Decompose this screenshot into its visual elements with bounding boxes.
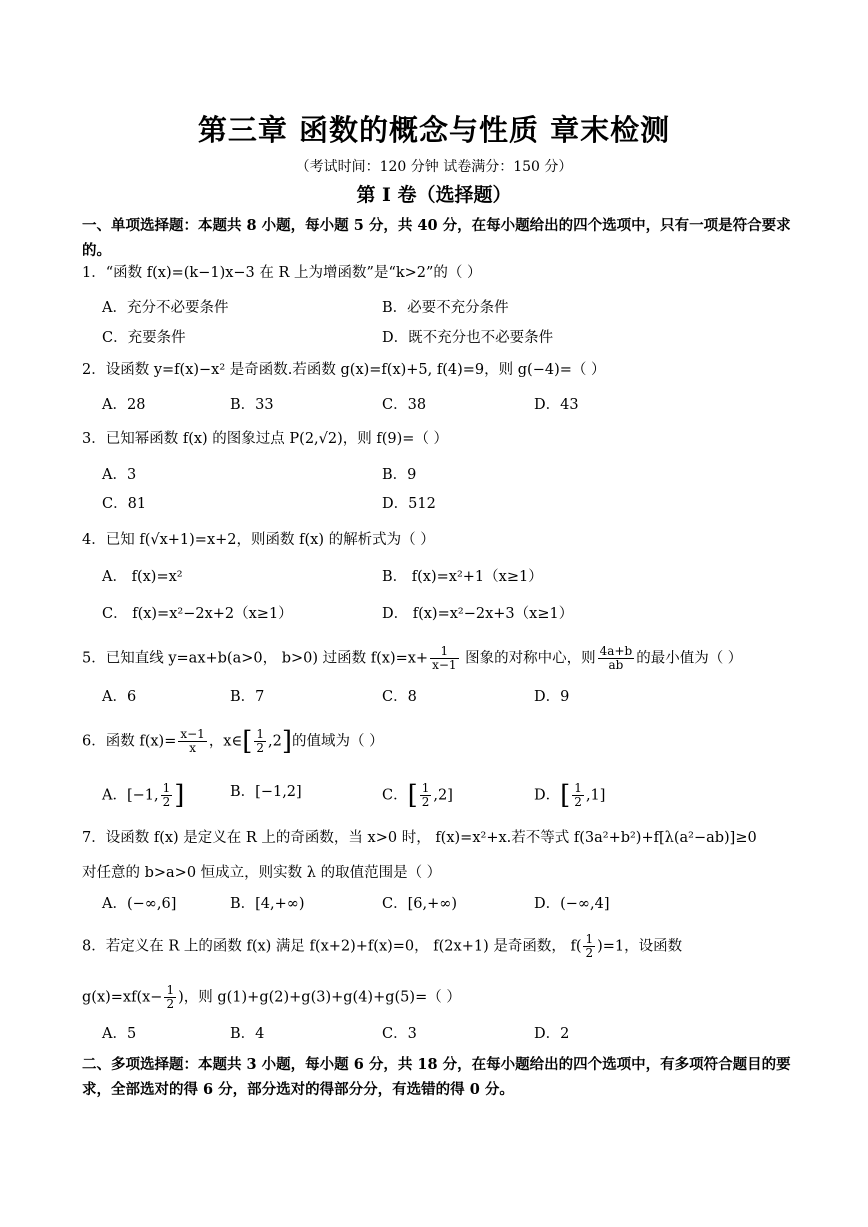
question-6-option-b bbox=[230, 782, 302, 802]
question-1-option-a: A．充分不必要条件 bbox=[102, 300, 229, 316]
fraction-numerator: 1 bbox=[574, 781, 582, 795]
question-1-option-c: C．充要条件 bbox=[102, 330, 186, 346]
question-7-option-d: D．(−∞,4] bbox=[534, 896, 610, 912]
fraction-numerator: 1 bbox=[585, 932, 594, 946]
question-5-option-b: B．7 bbox=[230, 689, 265, 705]
question-5-option-c: C．8 bbox=[382, 689, 417, 705]
fraction-numerator: x−1 bbox=[180, 727, 205, 741]
question-2-option-d: D．43 bbox=[534, 397, 579, 413]
question-8-fraction-2 bbox=[164, 984, 176, 1011]
question-4-stem: 4．已知 f(√x+1)=x+2，则函数 f(x) 的解析式为（ ） bbox=[82, 532, 435, 548]
question-6-stem-part-b: ，x∈ bbox=[208, 733, 243, 750]
section-heading-multi: 二、多项选择题：本题共 3 小题，每小题 6 分，共 18 分，在每小题给出的四个选项中，有多项符合题目的要求，全部选对的得 6 分，部分选对的得部分分，有选错的得 0 分。 bbox=[82, 1056, 791, 1098]
option-label: D． bbox=[534, 787, 561, 804]
question-8-stem2-part-a: g(x)=xf(x− bbox=[82, 989, 163, 1006]
question-6-stem-part-a: 6．函数 f(x)= bbox=[82, 733, 177, 750]
option-value: ,1] bbox=[585, 787, 606, 804]
question-4-option-d: D． f(x)=x²−2x+3（x≥1） bbox=[382, 606, 574, 622]
question-4-option-b: B． f(x)=x²+1（x≥1） bbox=[382, 569, 543, 585]
fraction-denominator: 2 bbox=[256, 741, 265, 755]
option-value: [−1, bbox=[126, 787, 159, 804]
fraction-numerator: 1 bbox=[256, 727, 265, 741]
question-3-option-d: D．512 bbox=[382, 496, 436, 512]
question-6-stem: 6．函数 f(x)= $\frac{x-1}{x}$ ，x∈[ $\frac{1}{2}$ ,2]的值域为（ ） bbox=[82, 726, 384, 757]
option-label: C． bbox=[382, 787, 408, 804]
question-1-option-b: B．必要不充分条件 bbox=[382, 300, 509, 316]
question-8-stem-part-a: 8．若定义在 R 上的函数 f(x) 满足 f(x+2)+f(x)=0， f(2x+1) 是奇函数， f( bbox=[82, 938, 582, 955]
question-4-option-c: C． f(x)=x²−2x+2（x≥1） bbox=[102, 606, 293, 622]
question-2-option-b: B．33 bbox=[230, 397, 274, 413]
question-5-stem-part-a: 5．已知直线 y=ax+b(a>0， b>0) 过函数 f(x)=x+ bbox=[82, 650, 429, 667]
question-2-option-a: A．28 bbox=[102, 397, 146, 413]
question-7-option-a: A．(−∞,6] bbox=[102, 896, 177, 912]
fraction-numerator: 4a+b bbox=[599, 644, 633, 658]
question-4-option-a: A． f(x)=x² bbox=[102, 569, 183, 585]
question-6-stem-part-c: 的值域为（ ） bbox=[292, 733, 384, 750]
option-value: ,2] bbox=[433, 787, 453, 804]
question-1-stem: 1．“函数 f(x)=(k−1)x−3 在 R 上为增函数”是“k>2”的（ ） bbox=[82, 265, 482, 281]
question-1-option-d: D．既不充分也不必要条件 bbox=[382, 330, 554, 346]
question-7-stem-line-2: 对任意的 b>a>0 恒成立，则实数 λ 的取值范围是（ ） bbox=[82, 865, 442, 881]
question-2-option-c: C．38 bbox=[382, 397, 427, 413]
question-5-option-a: A．6 bbox=[102, 689, 137, 705]
question-6-fraction bbox=[178, 728, 206, 755]
question-8-stem bbox=[82, 933, 794, 960]
question-5-option-d: D．9 bbox=[534, 689, 570, 705]
question-3-stem: 3．已知幂函数 f(x) 的图象过点 P(2,√2)，则 f(9)=（ ） bbox=[82, 431, 449, 447]
question-8-stem2-part-b: )，则 g(1)+g(2)+g(3)+g(4)+g(5)=（ ） bbox=[178, 989, 461, 1006]
fraction-denominator: x bbox=[189, 741, 196, 755]
fraction-denominator: 2 bbox=[421, 795, 430, 809]
question-3-option-b: B．9 bbox=[382, 467, 417, 483]
question-8-stem-part-b: )=1，设函数 bbox=[597, 938, 683, 955]
fraction-numerator: 1 bbox=[430, 645, 458, 659]
question-3-option-a: A．3 bbox=[102, 467, 137, 483]
question-3-option-c: C．81 bbox=[102, 496, 147, 512]
section-heading-single: 一、单项选择题：本题共 8 小题，每小题 5 分，共 40 分，在每小题给出的四个选项中，只有一项是符合要求的。 bbox=[82, 217, 791, 259]
question-6-option-c: C．[ $\frac{1}{2}$ ,2] bbox=[382, 780, 453, 811]
question-8-stem-line-2 bbox=[82, 984, 794, 1011]
question-7-stem: 7．设函数 f(x) 是定义在 R 上的奇函数，当 x>0 时， f(x)=x²+x.若不等式 f(3a²+b²)+f[λ(a²−ab)]≥0 bbox=[82, 830, 757, 846]
fraction-numerator: 1 bbox=[421, 781, 430, 795]
question-7-option-c: C．[6,+∞) bbox=[382, 896, 457, 912]
option-fraction bbox=[420, 782, 432, 809]
fraction-denominator: ab bbox=[608, 658, 624, 672]
question-6-option-a: A．[−1, $\frac{1}{2}$ ] bbox=[102, 780, 185, 811]
fraction-denominator: 2 bbox=[585, 946, 594, 960]
option-label: B． bbox=[230, 784, 256, 800]
question-2-stem: 2．设函数 y=f(x)−x² 是奇函数.若函数 g(x)=f(x)+5, f(4)=9，则 g(−4)=（ ） bbox=[82, 362, 606, 378]
fraction-denominator: 2 bbox=[574, 795, 582, 809]
fraction-denominator: 2 bbox=[166, 997, 175, 1011]
question-5-stem bbox=[82, 645, 794, 672]
question-7-option-b: B．[4,+∞) bbox=[230, 896, 305, 912]
question-8-option-c: C．3 bbox=[382, 1026, 417, 1042]
exam-info: （考试时间：120 分钟 试卷满分：150 分） bbox=[295, 159, 573, 175]
option-label: A． bbox=[102, 787, 127, 804]
question-6-interval-fraction bbox=[254, 728, 266, 755]
question-5-stem-part-c: 的最小值为（ ） bbox=[636, 650, 743, 667]
fraction-denominator: 2 bbox=[162, 795, 171, 809]
option-value: [−1,2] bbox=[255, 784, 302, 800]
page-title: 第三章 函数的概念与性质 章末检测 bbox=[197, 113, 671, 147]
question-6-option-d: D．[ $\frac{1}{2}$ ,1] bbox=[534, 780, 606, 811]
question-8-option-a: A．5 bbox=[102, 1026, 137, 1042]
question-5-stem-part-b: 图象的对称中心，则 bbox=[460, 650, 596, 667]
question-6-interval-right: ,2 bbox=[268, 733, 282, 750]
fraction-denominator: x−1 bbox=[432, 658, 457, 672]
fraction-numerator: 1 bbox=[166, 983, 175, 997]
option-fraction bbox=[572, 782, 584, 809]
question-8-option-b: B．4 bbox=[230, 1026, 265, 1042]
question-8-fraction bbox=[583, 933, 595, 960]
option-fraction bbox=[161, 782, 173, 809]
question-5-fraction-2 bbox=[598, 645, 635, 672]
question-5-fraction-1 bbox=[430, 645, 458, 672]
part-title: 第 I 卷（选择题） bbox=[356, 184, 512, 206]
question-8-option-d: D．2 bbox=[534, 1026, 570, 1042]
fraction-numerator: 1 bbox=[162, 781, 171, 795]
